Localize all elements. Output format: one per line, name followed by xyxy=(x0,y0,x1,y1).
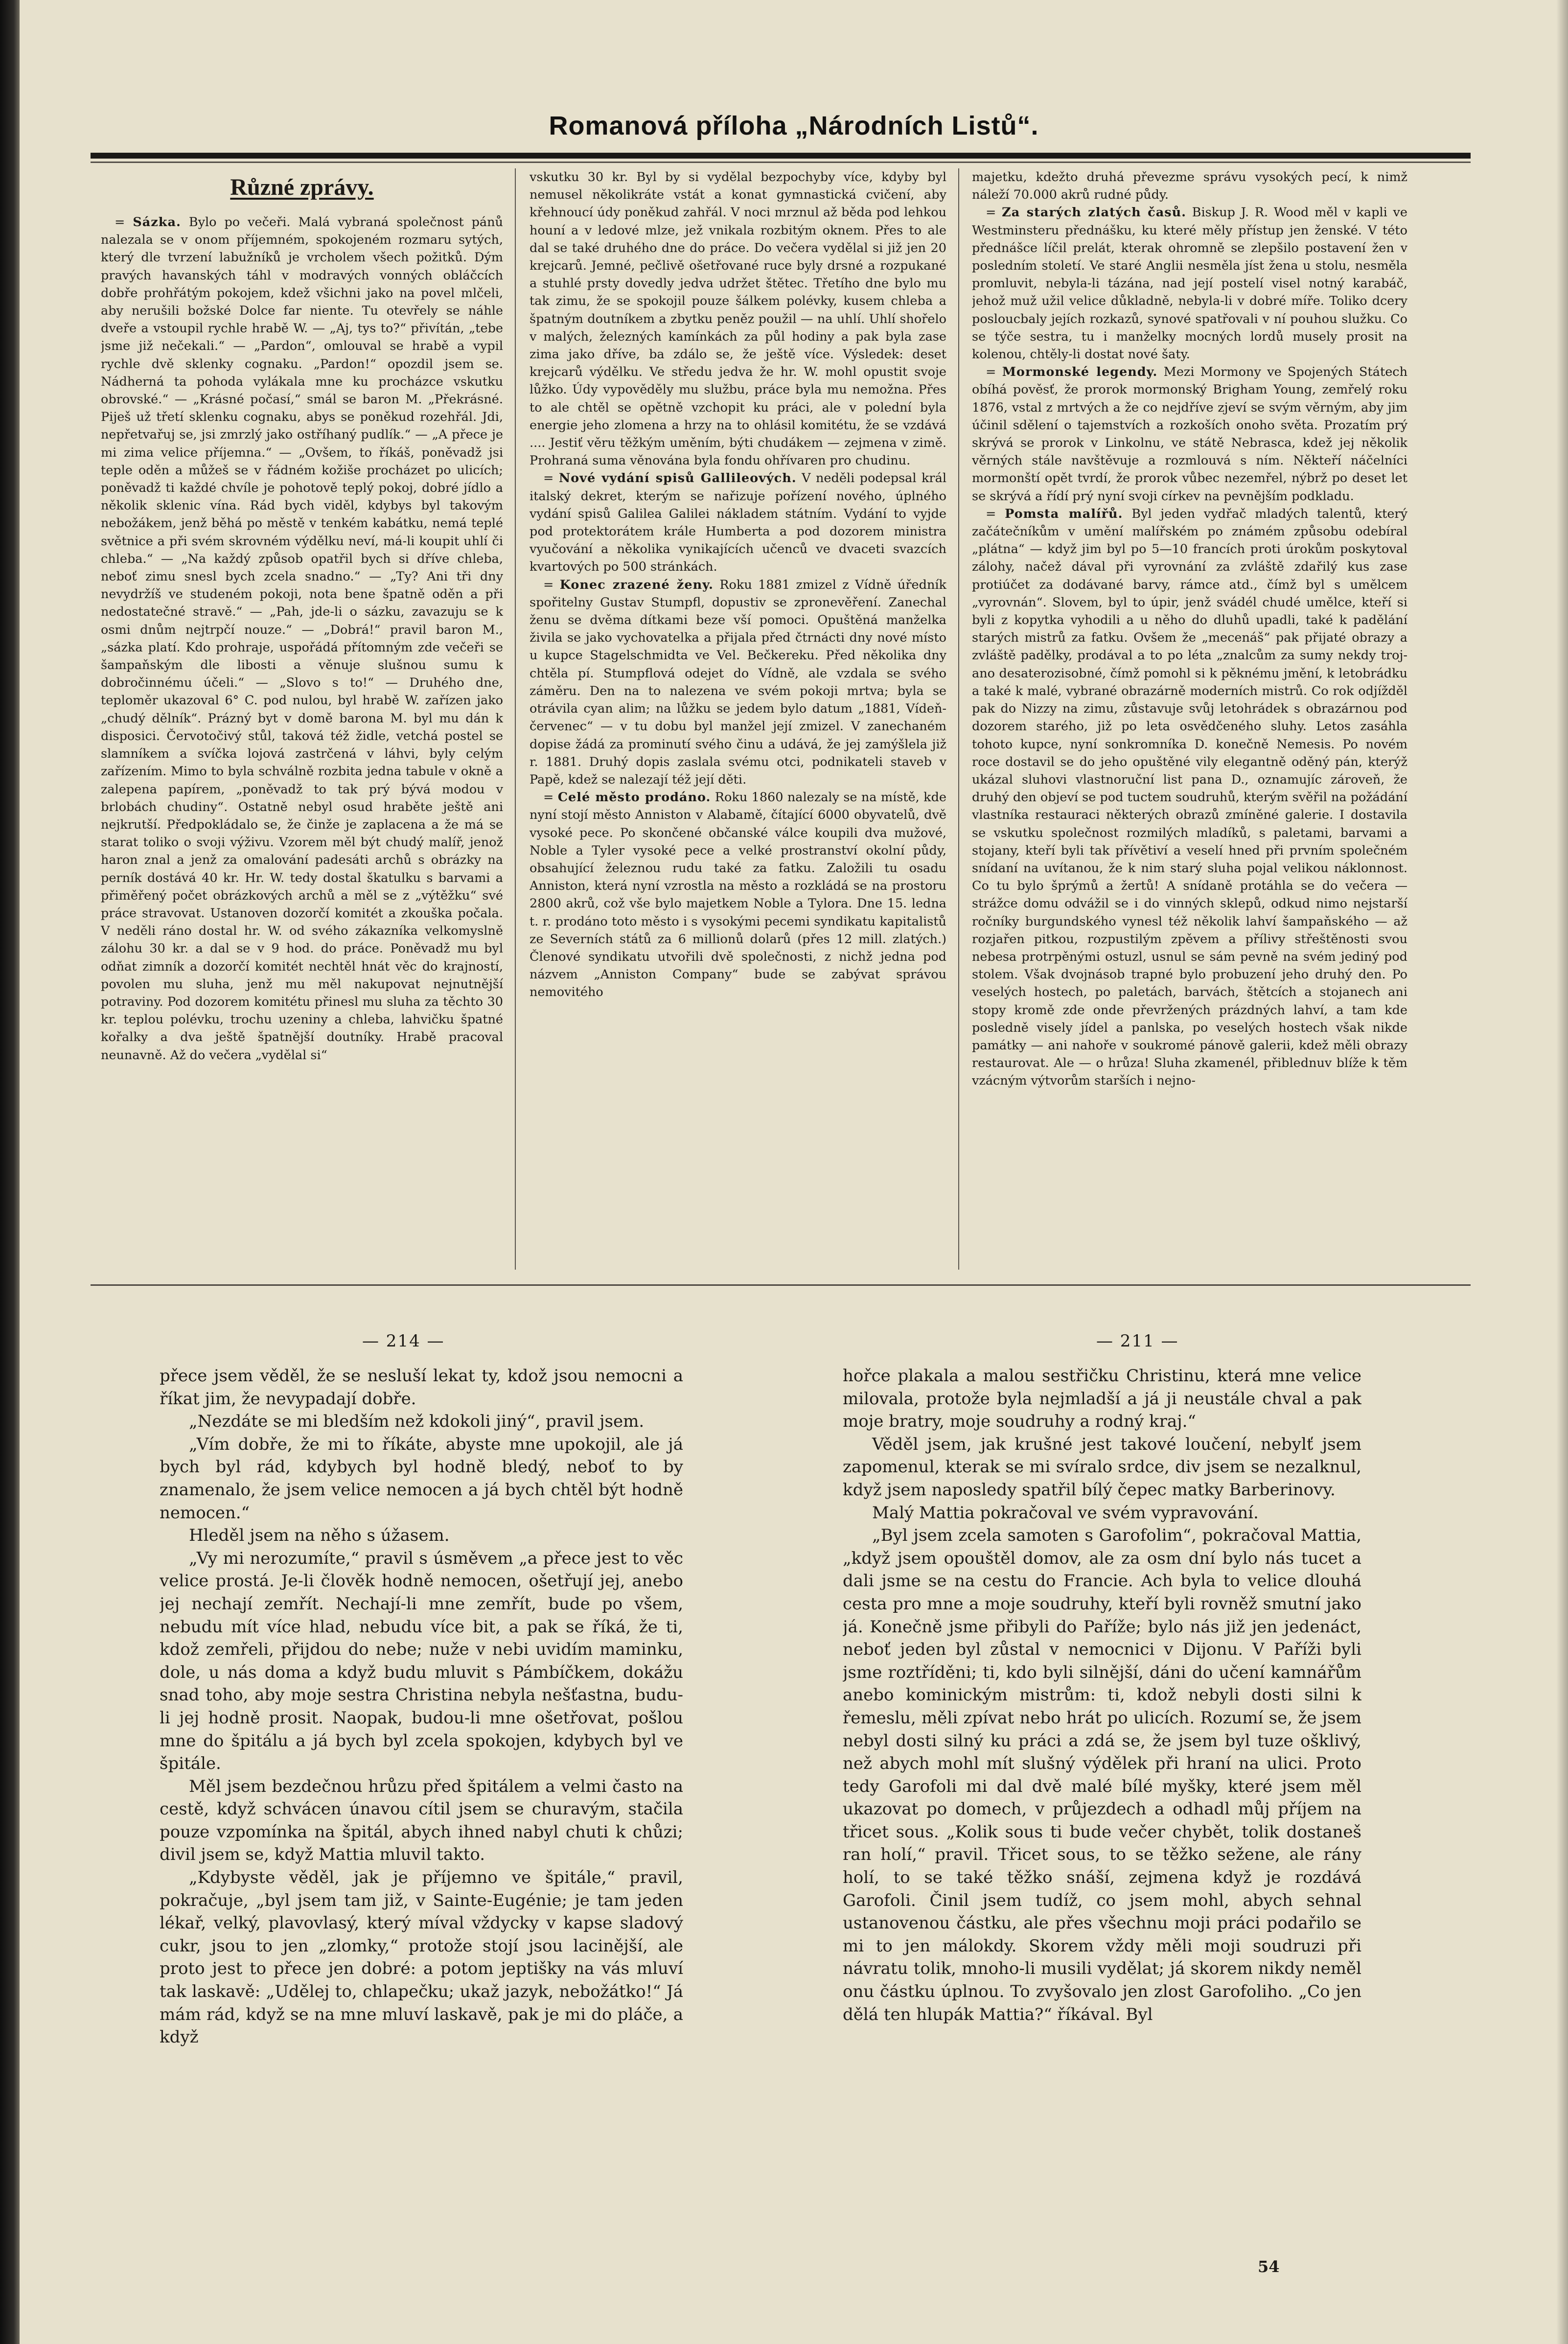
news-item xyxy=(972,505,1407,1090)
novel-paragraph: „Kdybyste věděl, jak je příjemno ve špitále,“ pravil, pokračuje, „byl jsem tam již, v Sainte-Eugénie; je tam jeden lékař, velký, plavovlasý, který míval vždycky v kapse sladový cukr, jsou to jen „zlomky,“ protože stojí jsou lacinější, ale proto jest to přece jen dobré: a potom jeptišky na vás mluví tak laskavě: „Udělej to, chlapečku; ukaž jazyk, nebožátko!“ Já mám rád, když se na mne mluví laskavě, pak je mi do pláče, a když xyxy=(160,1868,683,2047)
news-item-title: Konec zrazené ženy. xyxy=(559,577,714,592)
novel-paragraph: „Byl jsem zcela samoten s Garofolim“, pokračoval Mattia, „když jsem opouštěl domov, ale za osm dní bylo nás tucet a dali jsme se na cestu do Francie. Ach byla to velice dlouhá cesta pro mne a moje soudruhy, kteří byli rovněž smutní jako já. Konečně jsme přibyli do Paříže; bylo nás již jen jedenáct, neboť jeden byl zůstal v nemocnici v Dijonu. V Paříži byli jsme roztříděni; ti, kdo byli silnější, dáni do učení kamnářům anebo kominickým mistrům: ti, kdož nebyli dosti silni k řemeslu, měli zpívat nebo hrát po ulicích. Rozumí se, že jsem nebyl dosti silný ku práci a zdá se, že jsem byl tuze ošklivý, než abych mohl mít slušný výdělek při hraní na ulici. Proto tedy Garofoli mi dal dvě malé bílé myšky, které jsem měl ukazovat po domech, v průjezdech a odhadl můj příjem na třicet sous. „Kolik sous ti bude večer chybět, tolik dostaneš ran holí,“ pravil. Třicet sous, to se těžko sežene, ale rány holí, to se také těžko snáší, zejmena když je rozdává Garofoli. Činil jsem tudíž, co jsem mohl, abych sehnal ustanovenou částku, ale přes všechnu moji práci podařilo se mi to jen málokdy. Skorem vždy měli moji soudruzi při návratu tolik, mnoho-li musili vydělat; já skorem nikdy neměl onu částku úplnou. To zvyšovalo jen zlost Garofoliho. „Co jen dělá ten hlupák Mattia?“ říkával. Byl xyxy=(843,1526,1361,2024)
column-1-body xyxy=(101,213,503,1064)
novel-paragraph: Malý Mattia pokračoval ve svém vypravování. xyxy=(872,1503,1259,1523)
item-bullet: = xyxy=(543,790,558,805)
page-edge-shadow xyxy=(1556,0,1568,2344)
news-item-title: Mormonské legendy. xyxy=(1002,365,1158,380)
novel-paragraph: Hleděl jsem na něho s úžasem. xyxy=(189,1526,450,1546)
news-item xyxy=(101,213,503,1064)
column-3-body xyxy=(972,168,1407,1090)
column-3 xyxy=(972,168,1407,1278)
column-divider xyxy=(958,168,959,1270)
news-item-title: Nové vydání spisů Gallileových. xyxy=(558,471,797,486)
news-item-text: vskutku 30 kr. Byl by si vydělal bezpochyby více, kdyby byl nemusel několikráte vstát a konat gymnastická cvičení, aby křehnoucí údy poněkud zahřál. V noci mrznul až běda pod lehkou houní a v ledové mlze, jež vnikala rozbitým oknem. Přes to ale dal se také druhého dne do práce. Do večera vydělal si již jen 20 krejcarů. Jemné, pečlivě ošetřované ruce byly drsné a rozpukané a stuhlé prsty dovedly jedva udržet štětec. Třetího dne bylo mu tak zimu, že se spokojil pouze šálkem polévky, kusem chleba a špatným doutníkem a zbytku peněz použil — na uhlí. Uhlí shořelo v malých, železných kamínkách za půl hodiny a pak byla zase zima jako dříve, ba zdálo se, že ještě více. Výsledek: deset krejcarů výdělku. Ve středu jedva že hr. W. mohl opustit svoje lůžko. Údy vypověděly mu službu, práce byla mu nemožna. Přes to ale chtěl se opětně vzchopit ku práci, ale v polední byla energie jeho zlomena a hrzy na to ohlásil komitétu, že se vzdává .... Jestiť věru těžkým uměním, býti chudákem — zejmena v zimě. Prohraná suma věnována byla fondu ohřívaren pro chudinu. xyxy=(530,170,946,468)
news-item xyxy=(972,204,1407,363)
news-item xyxy=(972,363,1407,505)
news-item xyxy=(530,168,946,469)
novel-column-left xyxy=(160,1365,683,2295)
news-item-text: Roku 1860 nalezaly se na místě, kde nyní stojí město Anniston v Alabamě, čítající 6000 obyvatelů, dvě vysoké pece. Po skončené občanské válce koupili dva mužové, Noble a Tyler vysoké pece a velké prostranství okolní půdy, obsahující železnou rudu také za fatku. Založili tu osadu Anniston, která nyní vzrostla na město a rozkládá se na prostoru 2800 akrů, což vše bylo majetkem Noble a Tylora. Dne 15. ledna t. r. prodáno toto město i s vysokými pecemi syndikatu kapitalistů ze Severních států za 6 millionů dolarů (přes 12 mill. zlatých.) Členové syndikatu utvořili dvě společnosti, z nichž jedna pod názvem „Anniston Company“ bude se zabývat správou nemovitého xyxy=(530,790,946,1000)
news-item-text: V neděli podepsal král italský dekret, kterým se nařizuje pořízení nového, úplného vydání spisů Galilea Galilei nákladem státním. Vydání to vyjde pod protektorátem krále Humberta a pod dozorem ministra vyučování a několika vynikajících učenců ve dvaceti svazcích kvartových po 500 stránkách. xyxy=(530,471,946,575)
newspaper-page xyxy=(20,0,1568,2344)
novel-column-right xyxy=(843,1365,1361,2295)
column-divider xyxy=(515,168,516,1270)
novel-paragraph: hořce plakala a malou sestřičku Christinu, která mne velice milovala, protože byla nejmladší a já ji neustále chval a pak moje bratry, moje soudruhy a rodný kraj.“ xyxy=(843,1366,1361,1432)
item-bullet: = xyxy=(115,215,133,230)
news-item-text: Byl jeden vydřač mladých talentů, který začátečníkům v umění malířském po známém způsobu odebíral „plátna“ — když jim byl po 5—10 francích proti úrokům poskytoval zálohy, načež dával při vyrovnání za zvláště zdařilý kus zase protiúčet za dodávané barvy, rámce atd., čímž byl s umělcem „vyrovnán“. Slovem, byl to úpir, jenž svádél chudé umělce, kteří si byli z kopytka vyhodili a u něho do dluhů upadli, také k padělání starých mistrů za fatku. Ovšem že „mecenáš“ pak přijaté obrazy a zvláště padělky, prodával a to po léta „znalcům za sumy nekdy troj- ano desaterozisobné, čímž pomohl si k pěknému jmění, k letobrádku a také k malé, vybrané obrazárně moderních mistrů. Co rok odjížděl pak do Nizzy na zimu, zůstavuje svůj letohrádek s obrazárnou pod dozorem starého, již po leta osvědčeného sluhy. Letos zasáhla tohoto kupce, nyní sonkromníka D. konečně Nemesis. Po novém roce dostavil se do jeho opuštěné vily elegantně oděný pán, kterýž ukázal sluhovi vlastnoruční list pana D., oznamujíc zároveň, že druhý den objeví se pod tuctem soudruhů, kterým svěřil na požádání vlastníka restauraci některých obrazů zmíněné galerie. I dostavila se vskutku společnost rozmilých mladíků, s paletami, barvami a stojany, kteří byli tak přívětiví a veselí hned při prvním společném snídaní na uvítanou, že k nim starý sluha pojal velikou náklonnost. Co tu bylo šprýmů a žertů! A snídaně protáhla se do večera — strážce domu odvážil se i do vinných sklepů, odkud nimo nejstarší ročníky burgundského vynesl též několik lahví šampaňského — až rozjařen pitkou, rozpustilým zpěvem a přílivy střeštěnosti svou nebesa protrpěnými ostuzl, usnul se sám pevně na svém jediný pod stolem. Však dvojnásob trapné bylo probuzení jeho druhý den. Po veselých hostech, po paletách, barvách, štětcích a stojanech ani stopy kromě zde onde převržených prázdných lahví, a tam kde posledně visely jídel a panlska, po veselých hostech však nikde památky — ani nahoře v soukromé pánově galerii, kdež měli obrazy restaurovat. Ale — o hrůza! Sluha zkamenél, přiblednuv blíže k těm vzácným výtvorům starších i nejno- xyxy=(972,506,1407,1089)
novel-paragraph: Věděl jsem, jak krušné jest takové loučení, nebylť jsem zapomenul, kterak se mi svíralo srdce, div jsem se nezalknul, když jsem naposledy spatřil bílý čepec matky Barberinovy. xyxy=(843,1434,1361,1500)
item-bullet: = xyxy=(986,365,1002,380)
signature-mark: 54 xyxy=(1258,2257,1280,2276)
news-item xyxy=(530,576,946,789)
news-item-text: majetku, kdežto druhá převezme správu vysokých pecí, k nimž náleží 70.000 akrů rudné půdy. xyxy=(972,170,1407,203)
novel-paragraph: „Nezdáte se mi bledším než kdokoli jiný“, pravil jsem. xyxy=(189,1412,645,1432)
novel-paragraph: přece jsem věděl, že se nesluší lekat ty, kdož jsou nemocni a říkat jim, že nevypadají dobře. xyxy=(160,1366,683,1409)
news-item xyxy=(530,789,946,1001)
item-bullet: = xyxy=(986,205,1002,220)
news-item-text: Mezi Mormony ve Spojených Státech obíhá pověsť, že prorok mormonský Brigham Young, zemřelý roku 1876, vstal z mrtvých a že co nejdříve zjeví se svým věrným, aby jim účinil sdělení o tajemstvích a rozkoších onoho světa. Prozatím prý skrývá se prorok v Linkolnu, ve státě Nebrasca, kdež jej několik věrných stále navštěvuje a rozmlouvá s ním. Někteří náčelníci mormonští opět tvrdí, že prorok vůbec nezemřel, nýbrž po deset let se skrývá a řídí prý nyní svoji církev na pevnějším podkladu. xyxy=(972,365,1407,504)
masthead-rule-thin xyxy=(91,162,1471,163)
news-item-title: Pomsta malířů. xyxy=(1005,506,1123,521)
novel-paragraph: „Vy mi nerozumíte,“ pravil s úsměvem „a přece jest to věc velice prostá. Je-li člověk hodně nemocen, ošetřují jej, anebo jej nechají zemřít. Nechají-li mne zemřít, bude po všem, nebudu mít více hlad, nebudu více bit, a pak se říká, že ti, kdož zemřeli, přijdou do nebe; nuže v nebi uvidím maminku, dole, u nás doma a když budu mluvit s Pámbíčkem, dokážu snad toho, aby moje sestra Christina nebyla nešťastna, budu-li jej hodně prosit. Naopak, budou-li mne ošetřovat, pošlou mne do špitálu a já bych byl zcela spokojen, kdybych byl ve špitále. xyxy=(160,1548,683,1774)
item-bullet: = xyxy=(543,471,559,486)
section-separator-rule xyxy=(91,1284,1471,1286)
section-heading: Různé zprávy. xyxy=(230,174,374,200)
news-item xyxy=(530,469,946,576)
item-bullet: = xyxy=(986,506,1005,521)
news-item-text: Roku 1881 zmizel z Vídně úředník spořitelny Gustav Stumpfl, dopustiv se zpronevěření. Zanechal ženu se dvěma dítkami beze vší pomoci. Opuštěná manželka živila se jako vychovatelka a přijala před čtrnácti dny nové místo u kupce Stagelschmidta ve Vel. Bečkereku. Před několika dny chtěla pí. Stumpflová odejet do Vídně, ale vzdala se svého záměru. Den na to nalezena ve svém pokoji mrtva; byla se otrávila cyan alim; na lůžku se jedem bylo datum „1881, Vídeň-červenec“ — v tu dobu byl manžel její zmizel. V zanechaném dopise žádá za prominutí svého činu a udává, že jej zamýšlela již r. 1881. Druhý dopis zaslala svému otci, podnikateli staveb v Papě, kdež se nalezají též její děti. xyxy=(530,577,946,787)
news-item-text: Bylo po večeři. Malá vybraná společnost pánů nalezala se v onom příjemném, spokojeném rozmaru sytých, který dle tvrzení labužníků je vrcholem všech požitků. Dým pravých havanských táhl v modravých vonných obláčcích dobře prohřátým pokojem, kdež všichni jako na povel mlčeli, aby nerušili božské Dolce far niente. Tu otevřely se náhle dveře a vstoupil rychle hrabě W. — „Aj, tys to?“ přivítán, „tebe jsme již nečekali.“ — „Pardon“, omlouval se hrabě a vypil rychle dvě sklenky cognaku. „Pardon!“ opozdil jsem se. Nádherná ta pohoda vylákala mne ku procházce vskutku obrovské.“ — „Krásné počasí,“ smál se baron M. „Překrásné. Piješ už třetí sklenku cognaku, abys se poněkud rozehřál. Jdi, nepřetvařuj se, jsi zmrzlý jako ostříhaný pudlík.“ — „A přece je mi zima velice příjemna.“ — „Ovšem, to říkáš, poněvadž jsi teple oděn a můžeš se v řádném kožiše procházet po ulicích; poněvadž ti každé chvíle je pohotově teplý pokoj, dobré jídlo a několik sklenic vína. Rád bych viděl, kdybys byl takovým nebožákem, jenž běhá po městě v tenkém kabátku, nemá teplé světnice a při svém skrovném výdělku neví, má-li koupit uhlí či chleba.“ — „Na každý způsob opatřil bych si dříve chleba, neboť zimu snesl bych zcela snadno.“ — „Ty? Ani tři dny nevydržíš ve studeném pokoji, nota bene špatně oděn a při nedostatečné stravě.“ — „Pah, jde-li o sázku, zavazuju se k osmi dnům nejtrpčí nouze.“ — „Dobrá!“ pravil baron M., „sázka platí. Kdo prohraje, uspořádá přítomným zde večeři se šampaňským dle libosti a věnuje slušnou sumu k dobročinnému účeli.“ — „Slovo s to!“ — Druhého dne, teploměr ukazoval 6° C. pod nulou, byl hrabě W. zařízen jako „chudý dělník“. Prázný byt v domě barona M. byl mu dán k disposici. Červotočivý stůl, taková též židle, vetchá postel se slamníkem a svíčka lojová zastrčená v láhvi, byly celým zařízením. Mimo to byla schválně rozbita jedna tabule v okně a zalepena papírem, „poněvadž to tak prý bývá modou v brlobách chudiny“. Ostatně nebyl osud hraběte ještě ani nejkrutší. Předpokládalo se, že činže je zaplacena a že má se starat toliko o svoji výživu. Vzorem měl být chudý malíř, jenož haron znal a jenž za omalování padesáti archů s obrázky na perník dostává 40 kr. Hr. W. tedy dostal škatulku s barvami a přiměřený počet obrázkových archů a měl se z „výtěžku“ své práce stravovat. Ustanoven dozorčí komitét a zkouška počala. V neděli ráno dostal hr. W. od svého zákazníka velkomyslně zálohu 30 kr. a dal se v 9 hod. do práce. Poněvadž mu byl odňat zimník a dozorčí komitét nechtěl hnát věc do krajností, povolen mu sluha, jenž mu měl nakupovat nejnutnější potraviny. Pod dozorem komitétu přinesl mu sluha za těchto 30 kr. teplou polévku, trochu uzeniny a chleba, lahvičku špatné kořalky a dva ještě špatnější doutníky. Hrabě pracoval neunavně. Až do večera „vydělal si“ xyxy=(101,215,503,1063)
news-item-title: Za starých zlatých časů. xyxy=(1002,205,1186,220)
novel-paragraph: Měl jsem bezdečnou hrůzu před špitálem a velmi často na cestě, když schvácen únavou cítil jsem se churavým, stačila pouze vzpomínka na špitál, abych ihned nabyl chuti k chůzi; divil jsem se, když Mattia mluvil takto. xyxy=(160,1776,683,1865)
page-number-left: — 214 — xyxy=(362,1331,445,1351)
item-bullet: = xyxy=(543,577,560,592)
page-number-right: — 211 — xyxy=(1096,1331,1179,1351)
news-item-title: Celé město prodáno. xyxy=(557,790,711,805)
novel-paragraph: „Vím dobře, že mi to říkáte, abyste mne upokojil, ale já bych byl rád, kdybych byl hodně bledý, neboť to by znamenalo, že jsem velice nemocen a já bych chtěl být hodně nemocen.“ xyxy=(160,1434,683,1523)
column-2 xyxy=(530,168,946,1278)
masthead-title: Romanová příloha „Národních Listů“. xyxy=(549,111,1039,140)
masthead-rule xyxy=(91,153,1471,159)
column-2-body xyxy=(530,168,946,1001)
news-item-title: Sázka. xyxy=(133,215,181,230)
news-item xyxy=(972,168,1407,204)
book-binding-shadow xyxy=(0,0,20,2344)
news-item-text: Biskup J. R. Wood měl v kapli ve Westminsteru přednášku, ku které měly přístup jen ženské. V této přednášce líčil prelát, kterak ohromně se zlepšilo postavení žen v posledním století. Ve staré Anglii nesměla jíst žena u stolu, nesměla promluvit, nebyla-li tázána, nad její postelí visel notný karabáč, jehož muž užil velice důkladně, nebyla-li v dobré míře. Toliko dcery posloucbaly jejích rozkazů, synové spatřovali v ní pouhou služku. Co se týče sestra, tu i manželky mocných lordů musely prosit na kolenou, chtěly-li dostat nové šaty. xyxy=(972,205,1407,362)
column-1 xyxy=(101,168,503,1278)
